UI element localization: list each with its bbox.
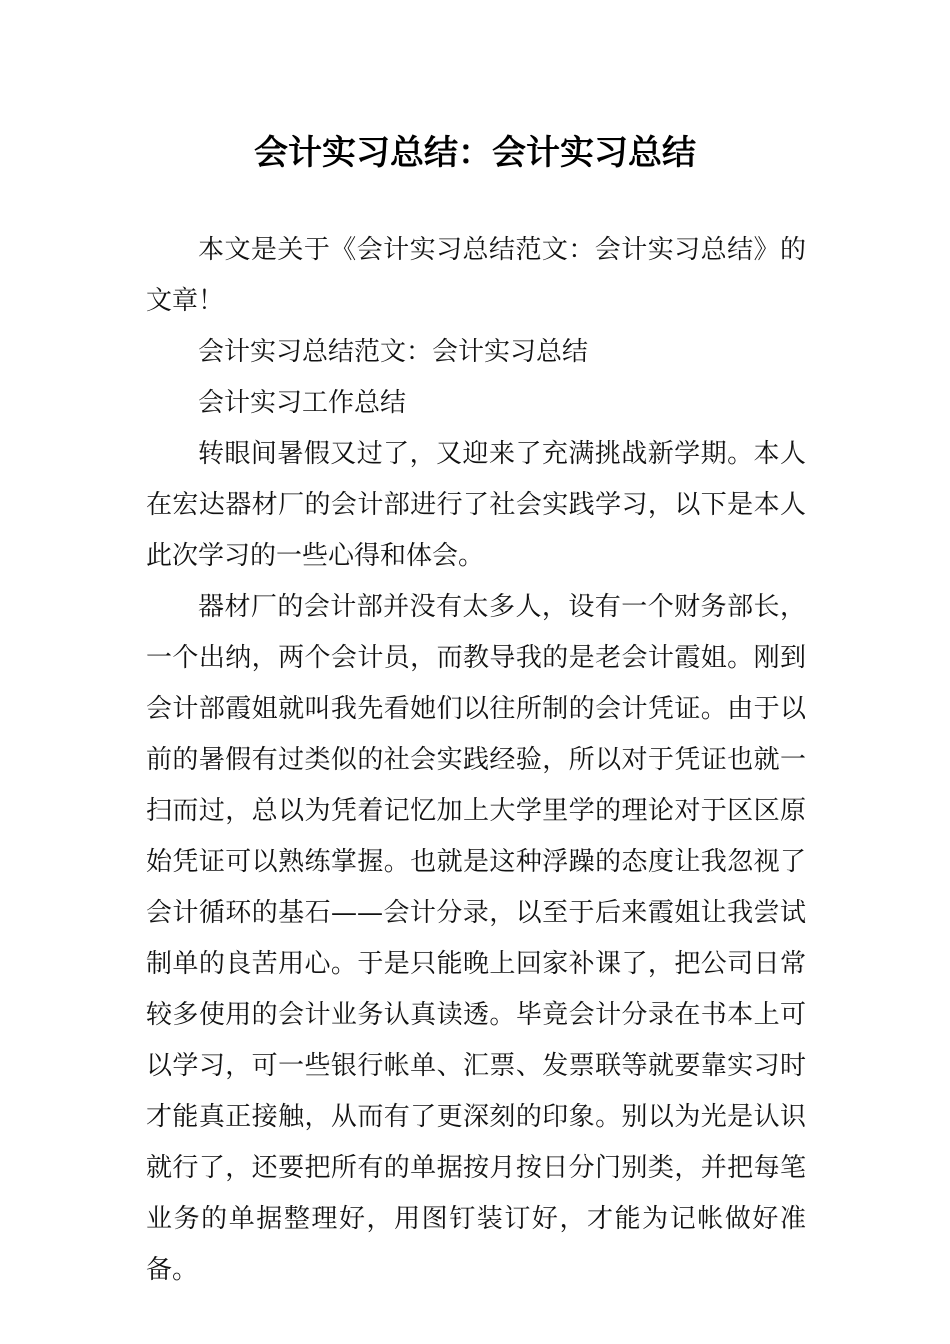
document-body: [146, 225, 806, 1296]
paragraph-subtitle: 会计实习总结范文：会计实习总结: [198, 337, 589, 367]
paragraph-section-heading: 会计实习工作总结: [198, 388, 407, 418]
document-title: 会计实习总结：会计实习总结: [254, 133, 696, 173]
paragraph-body-2: 器材厂的会计部并没有太多人，设有一个财务部长，一个出纳，两个会计员，而教导我的是老会计霞姐。刚到会计部霞姐就叫我先看她们以往所制的会计凭证。由于以前的暑假有过类似的社会实践经验，所以对于凭证也就一扫而过，总以为凭着记忆加上大学里学的理论对于区区原始凭证可以熟练掌握。也就是这种浮躁的态度让我忽视了会计循环的基石——会计分录，以至于后来霞姐让我尝试制单的良苦用心。于是只能晚上回家补课了，把公司日常较多使用的会计业务认真读透。毕竟会计分录在书本上可以学习，可一些银行帐单、汇票、发票联等就要靠实习时才能真正接触，从而有了更深刻的印象。别以为光是认识就行了，还要把所有的单据按月按日分门别类，并把每笔业务的单据整理好，用图钉装订好，才能为记帐做好准备。: [146, 592, 806, 1285]
paragraph-intro: 本文是关于《会计实习总结范文：会计实习总结》的文章！: [146, 235, 806, 316]
paragraph-body-1: 转眼间暑假又过了，又迎来了充满挑战新学期。本人在宏达器材厂的会计部进行了社会实践学习，以下是本人此次学习的一些心得和体会。: [146, 439, 806, 571]
